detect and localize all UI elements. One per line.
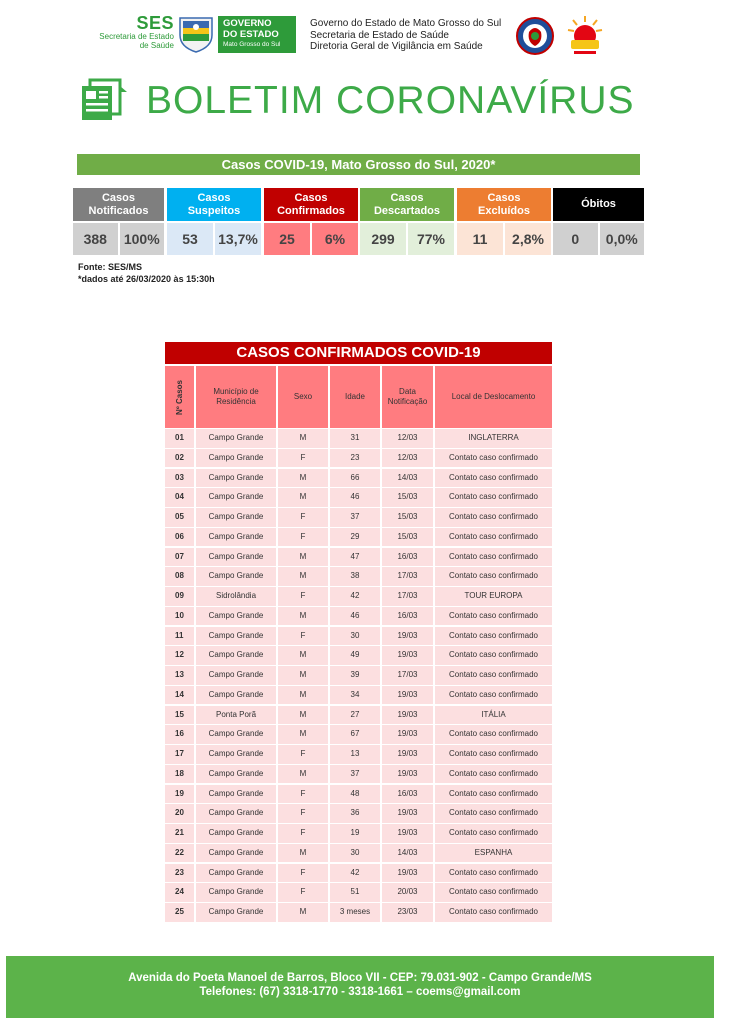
column-header-label: Nº Casos	[174, 379, 184, 415]
table-cell: Contato caso confirmado	[435, 745, 552, 764]
table-cell: M	[278, 765, 328, 784]
table-cell: M	[278, 567, 328, 586]
table-cell: 27	[330, 706, 380, 725]
table-cell: Contato caso confirmado	[435, 607, 552, 626]
table-cell: M	[278, 844, 328, 863]
table-cell: Sidrolândia	[196, 587, 276, 606]
table-cell: Campo Grande	[196, 686, 276, 705]
table-cell: Campo Grande	[196, 844, 276, 863]
column-header-label: Data Notificação	[387, 387, 428, 406]
summary-category-label: Casos Descartados	[360, 188, 454, 221]
table-cell: 21	[165, 824, 194, 843]
table-cell: 19	[165, 785, 194, 804]
table-row	[165, 903, 552, 923]
table-cell: F	[278, 864, 328, 883]
summary-category-percent: 2,8%	[505, 223, 551, 255]
table-cell: 3 meses	[330, 903, 380, 922]
institution-line-2: Secretaria de Estado de Saúde	[310, 29, 449, 41]
table-cell: F	[278, 528, 328, 547]
table-cell: Campo Grande	[196, 567, 276, 586]
table-cell: Campo Grande	[196, 607, 276, 626]
summary-category-count: 0	[553, 223, 598, 255]
summary-category-percent: 0,0%	[600, 223, 645, 255]
table-cell: M	[278, 903, 328, 922]
column-header	[435, 366, 552, 428]
table-cell: Campo Grande	[196, 627, 276, 646]
table-cell: Contato caso confirmado	[435, 548, 552, 567]
governo-logo	[218, 16, 296, 53]
table-cell: ITÁLIA	[435, 706, 552, 725]
table-row	[165, 765, 552, 785]
table-cell: M	[278, 548, 328, 567]
date-note: *dados até 26/03/2020 às 15:30h	[78, 274, 215, 284]
table-row	[165, 627, 552, 647]
table-cell: 17/03	[382, 567, 433, 586]
table-cell: 02	[165, 449, 194, 468]
table-cell: 03	[165, 469, 194, 488]
table-cell: Contato caso confirmado	[435, 725, 552, 744]
table-row	[165, 686, 552, 706]
table-cell: 10	[165, 607, 194, 626]
table-cell: Campo Grande	[196, 449, 276, 468]
table-cell: 15/03	[382, 528, 433, 547]
table-cell: 15/03	[382, 488, 433, 507]
table-cell: Contato caso confirmado	[435, 785, 552, 804]
table-cell: 29	[330, 528, 380, 547]
summary-category-count: 11	[457, 223, 503, 255]
table-cell: F	[278, 804, 328, 823]
table-row	[165, 469, 552, 489]
table-row	[165, 785, 552, 805]
table-cell: 13	[165, 666, 194, 685]
table-cell: 51	[330, 883, 380, 902]
governo-logo-line-2: DO ESTADO	[223, 29, 279, 40]
column-header-label: Município de Residência	[213, 387, 259, 406]
table-cell: Contato caso confirmado	[435, 765, 552, 784]
table-cell: F	[278, 745, 328, 764]
table-cell: 19/03	[382, 745, 433, 764]
table-cell: Contato caso confirmado	[435, 449, 552, 468]
table-cell: 23/03	[382, 903, 433, 922]
table-cell: Contato caso confirmado	[435, 824, 552, 843]
summary-heading: Casos COVID-19, Mato Grosso do Sul, 2020*	[77, 154, 640, 175]
table-cell: M	[278, 607, 328, 626]
summary-category-count: 25	[264, 223, 310, 255]
table-row	[165, 745, 552, 765]
table-cell: Campo Grande	[196, 824, 276, 843]
cases-table-title: CASOS CONFIRMADOS COVID-19	[165, 342, 552, 364]
table-cell: 12/03	[382, 429, 433, 448]
table-cell: 31	[330, 429, 380, 448]
table-cell: 16	[165, 725, 194, 744]
table-cell: M	[278, 706, 328, 725]
table-cell: Campo Grande	[196, 548, 276, 567]
table-cell: INGLATERRA	[435, 429, 552, 448]
table-cell: 17/03	[382, 587, 433, 606]
table-cell: Campo Grande	[196, 488, 276, 507]
table-row	[165, 883, 552, 903]
ses-logo-subtitle-1: Secretaria de Estado	[99, 32, 174, 41]
summary-category-label: Casos Notificados	[73, 188, 164, 221]
table-cell: F	[278, 508, 328, 527]
summary-category-percent: 6%	[312, 223, 358, 255]
table-row	[165, 666, 552, 686]
summary-category-label: Casos Confirmados	[264, 188, 358, 221]
table-row	[165, 528, 552, 548]
coe-logo-icon	[565, 14, 605, 58]
table-cell: Contato caso confirmado	[435, 903, 552, 922]
table-cell: 23	[330, 449, 380, 468]
table-cell: F	[278, 587, 328, 606]
summary-category-count: 388	[73, 223, 118, 255]
table-row	[165, 587, 552, 607]
table-cell: 19/03	[382, 765, 433, 784]
table-cell: 12	[165, 646, 194, 665]
table-cell: Campo Grande	[196, 745, 276, 764]
table-cell: 22	[165, 844, 194, 863]
table-cell: 19/03	[382, 686, 433, 705]
table-cell: Contato caso confirmado	[435, 528, 552, 547]
column-header-label: Local de Deslocamento	[451, 392, 536, 401]
table-cell: F	[278, 627, 328, 646]
governo-logo-subtitle: Mato Grosso do Sul	[223, 41, 281, 48]
table-cell: 19	[330, 824, 380, 843]
table-row	[165, 488, 552, 508]
table-cell: F	[278, 883, 328, 902]
table-row	[165, 706, 552, 726]
table-cell: Contato caso confirmado	[435, 469, 552, 488]
table-cell: 42	[330, 864, 380, 883]
table-cell: 37	[330, 508, 380, 527]
table-cell: 19/03	[382, 864, 433, 883]
table-cell: 24	[165, 883, 194, 902]
table-row	[165, 429, 552, 449]
table-cell: 39	[330, 666, 380, 685]
table-cell: 14	[165, 686, 194, 705]
table-cell: 14/03	[382, 469, 433, 488]
source-note: Fonte: SES/MS	[78, 262, 143, 272]
table-cell: M	[278, 646, 328, 665]
table-cell: 34	[330, 686, 380, 705]
state-crest-icon	[176, 15, 216, 53]
table-cell: Contato caso confirmado	[435, 686, 552, 705]
table-cell: 19/03	[382, 627, 433, 646]
footer-phones: Telefones: (67) 3318-1770 - 3318-1661 – coems@gmail.com	[199, 986, 521, 998]
summary-category-percent: 13,7%	[215, 223, 261, 255]
table-row	[165, 725, 552, 745]
table-cell: TOUR EUROPA	[435, 587, 552, 606]
column-header	[330, 366, 380, 428]
table-cell: Campo Grande	[196, 765, 276, 784]
table-row	[165, 508, 552, 528]
table-cell: F	[278, 785, 328, 804]
table-cell: Contato caso confirmado	[435, 804, 552, 823]
institution-line-1: Governo do Estado de Mato Grosso do Sul	[310, 18, 502, 29]
table-cell: 19/03	[382, 824, 433, 843]
table-cell: 20/03	[382, 883, 433, 902]
table-cell: Campo Grande	[196, 528, 276, 547]
table-cell: Campo Grande	[196, 785, 276, 804]
summary-category-label: Casos Excluídos	[457, 188, 551, 221]
ses-logo	[88, 14, 174, 50]
table-cell: F	[278, 824, 328, 843]
table-cell: 19/03	[382, 725, 433, 744]
table-cell: 66	[330, 469, 380, 488]
ses-logo-subtitle-2: de Saúde	[139, 41, 174, 50]
table-cell: 37	[330, 765, 380, 784]
table-row	[165, 864, 552, 884]
summary-category-label: Óbitos	[553, 188, 644, 221]
table-cell: 19/03	[382, 804, 433, 823]
table-row	[165, 824, 552, 844]
table-cell: Campo Grande	[196, 469, 276, 488]
column-header-label: Sexo	[293, 392, 313, 401]
institution-line-3: Diretoria Geral de Vigilância em Saúde	[310, 41, 483, 52]
table-cell: Campo Grande	[196, 903, 276, 922]
table-cell: Contato caso confirmado	[435, 488, 552, 507]
table-cell: 38	[330, 567, 380, 586]
table-cell: 30	[330, 844, 380, 863]
summary-category-count: 299	[360, 223, 406, 255]
table-cell: 13	[330, 745, 380, 764]
table-cell: 01	[165, 429, 194, 448]
column-header-label: Idade	[344, 392, 366, 401]
institution-info	[310, 18, 501, 53]
table-cell: Campo Grande	[196, 646, 276, 665]
table-cell: 16/03	[382, 785, 433, 804]
summary-category-percent: 100%	[120, 223, 165, 255]
table-row	[165, 844, 552, 864]
table-cell: 46	[330, 607, 380, 626]
table-cell: 06	[165, 528, 194, 547]
table-row	[165, 804, 552, 824]
table-cell: 36	[330, 804, 380, 823]
table-cell: 48	[330, 785, 380, 804]
page-footer	[6, 956, 714, 1018]
table-cell: Campo Grande	[196, 804, 276, 823]
table-cell: Ponta Porã	[196, 706, 276, 725]
table-cell: 12/03	[382, 449, 433, 468]
table-cell: Campo Grande	[196, 864, 276, 883]
footer-address: Avenida do Poeta Manoel de Barros, Bloco VII - CEP: 79.031-902 - Campo Grande/MS	[128, 972, 592, 984]
summary-category-percent: 77%	[408, 223, 454, 255]
table-cell: F	[278, 449, 328, 468]
table-cell: Contato caso confirmado	[435, 646, 552, 665]
table-cell: 09	[165, 587, 194, 606]
column-header	[165, 366, 194, 428]
table-cell: Contato caso confirmado	[435, 567, 552, 586]
table-row	[165, 607, 552, 627]
table-cell: 19/03	[382, 646, 433, 665]
table-cell: M	[278, 488, 328, 507]
table-cell: Contato caso confirmado	[435, 883, 552, 902]
table-cell: 30	[330, 627, 380, 646]
table-cell: Campo Grande	[196, 429, 276, 448]
table-cell: 20	[165, 804, 194, 823]
table-cell: M	[278, 469, 328, 488]
table-cell: ESPANHA	[435, 844, 552, 863]
table-cell: Contato caso confirmado	[435, 508, 552, 527]
table-cell: 19/03	[382, 706, 433, 725]
table-cell: 49	[330, 646, 380, 665]
table-row	[165, 567, 552, 587]
table-cell: 25	[165, 903, 194, 922]
table-cell: 15/03	[382, 508, 433, 527]
ses-logo-title: SES	[136, 13, 174, 33]
table-cell: 42	[330, 587, 380, 606]
page-title: BOLETIM CORONAVÍRUS	[146, 79, 635, 122]
table-cell: 11	[165, 627, 194, 646]
table-cell: M	[278, 429, 328, 448]
table-row	[165, 548, 552, 568]
table-cell: 14/03	[382, 844, 433, 863]
table-cell: 16/03	[382, 548, 433, 567]
summary-category-count: 53	[167, 223, 213, 255]
table-cell: 16/03	[382, 607, 433, 626]
table-cell: 23	[165, 864, 194, 883]
summary-notes	[78, 261, 215, 285]
table-cell: Contato caso confirmado	[435, 627, 552, 646]
table-cell: 46	[330, 488, 380, 507]
table-row	[165, 646, 552, 666]
table-cell: 47	[330, 548, 380, 567]
table-cell: Contato caso confirmado	[435, 666, 552, 685]
table-cell: 15	[165, 706, 194, 725]
page-header	[0, 10, 750, 58]
table-cell: Contato caso confirmado	[435, 864, 552, 883]
table-cell: M	[278, 666, 328, 685]
table-row	[165, 449, 552, 469]
column-header	[382, 366, 433, 428]
summary-category-label: Casos Suspeitos	[167, 188, 261, 221]
table-cell: Campo Grande	[196, 666, 276, 685]
table-cell: M	[278, 725, 328, 744]
table-cell: 04	[165, 488, 194, 507]
governo-logo-line-1: GOVERNO	[223, 18, 272, 29]
table-cell: 05	[165, 508, 194, 527]
column-header	[278, 366, 328, 428]
table-cell: 67	[330, 725, 380, 744]
table-cell: 17/03	[382, 666, 433, 685]
document-icon	[80, 78, 130, 122]
table-cell: Campo Grande	[196, 883, 276, 902]
table-cell: M	[278, 686, 328, 705]
cases-table-body	[165, 429, 552, 923]
table-cell: Campo Grande	[196, 508, 276, 527]
table-cell: 17	[165, 745, 194, 764]
table-cell: Campo Grande	[196, 725, 276, 744]
seal-logo-icon	[515, 16, 555, 56]
table-cell: 07	[165, 548, 194, 567]
column-header	[196, 366, 276, 428]
table-cell: 18	[165, 765, 194, 784]
table-cell: 08	[165, 567, 194, 586]
